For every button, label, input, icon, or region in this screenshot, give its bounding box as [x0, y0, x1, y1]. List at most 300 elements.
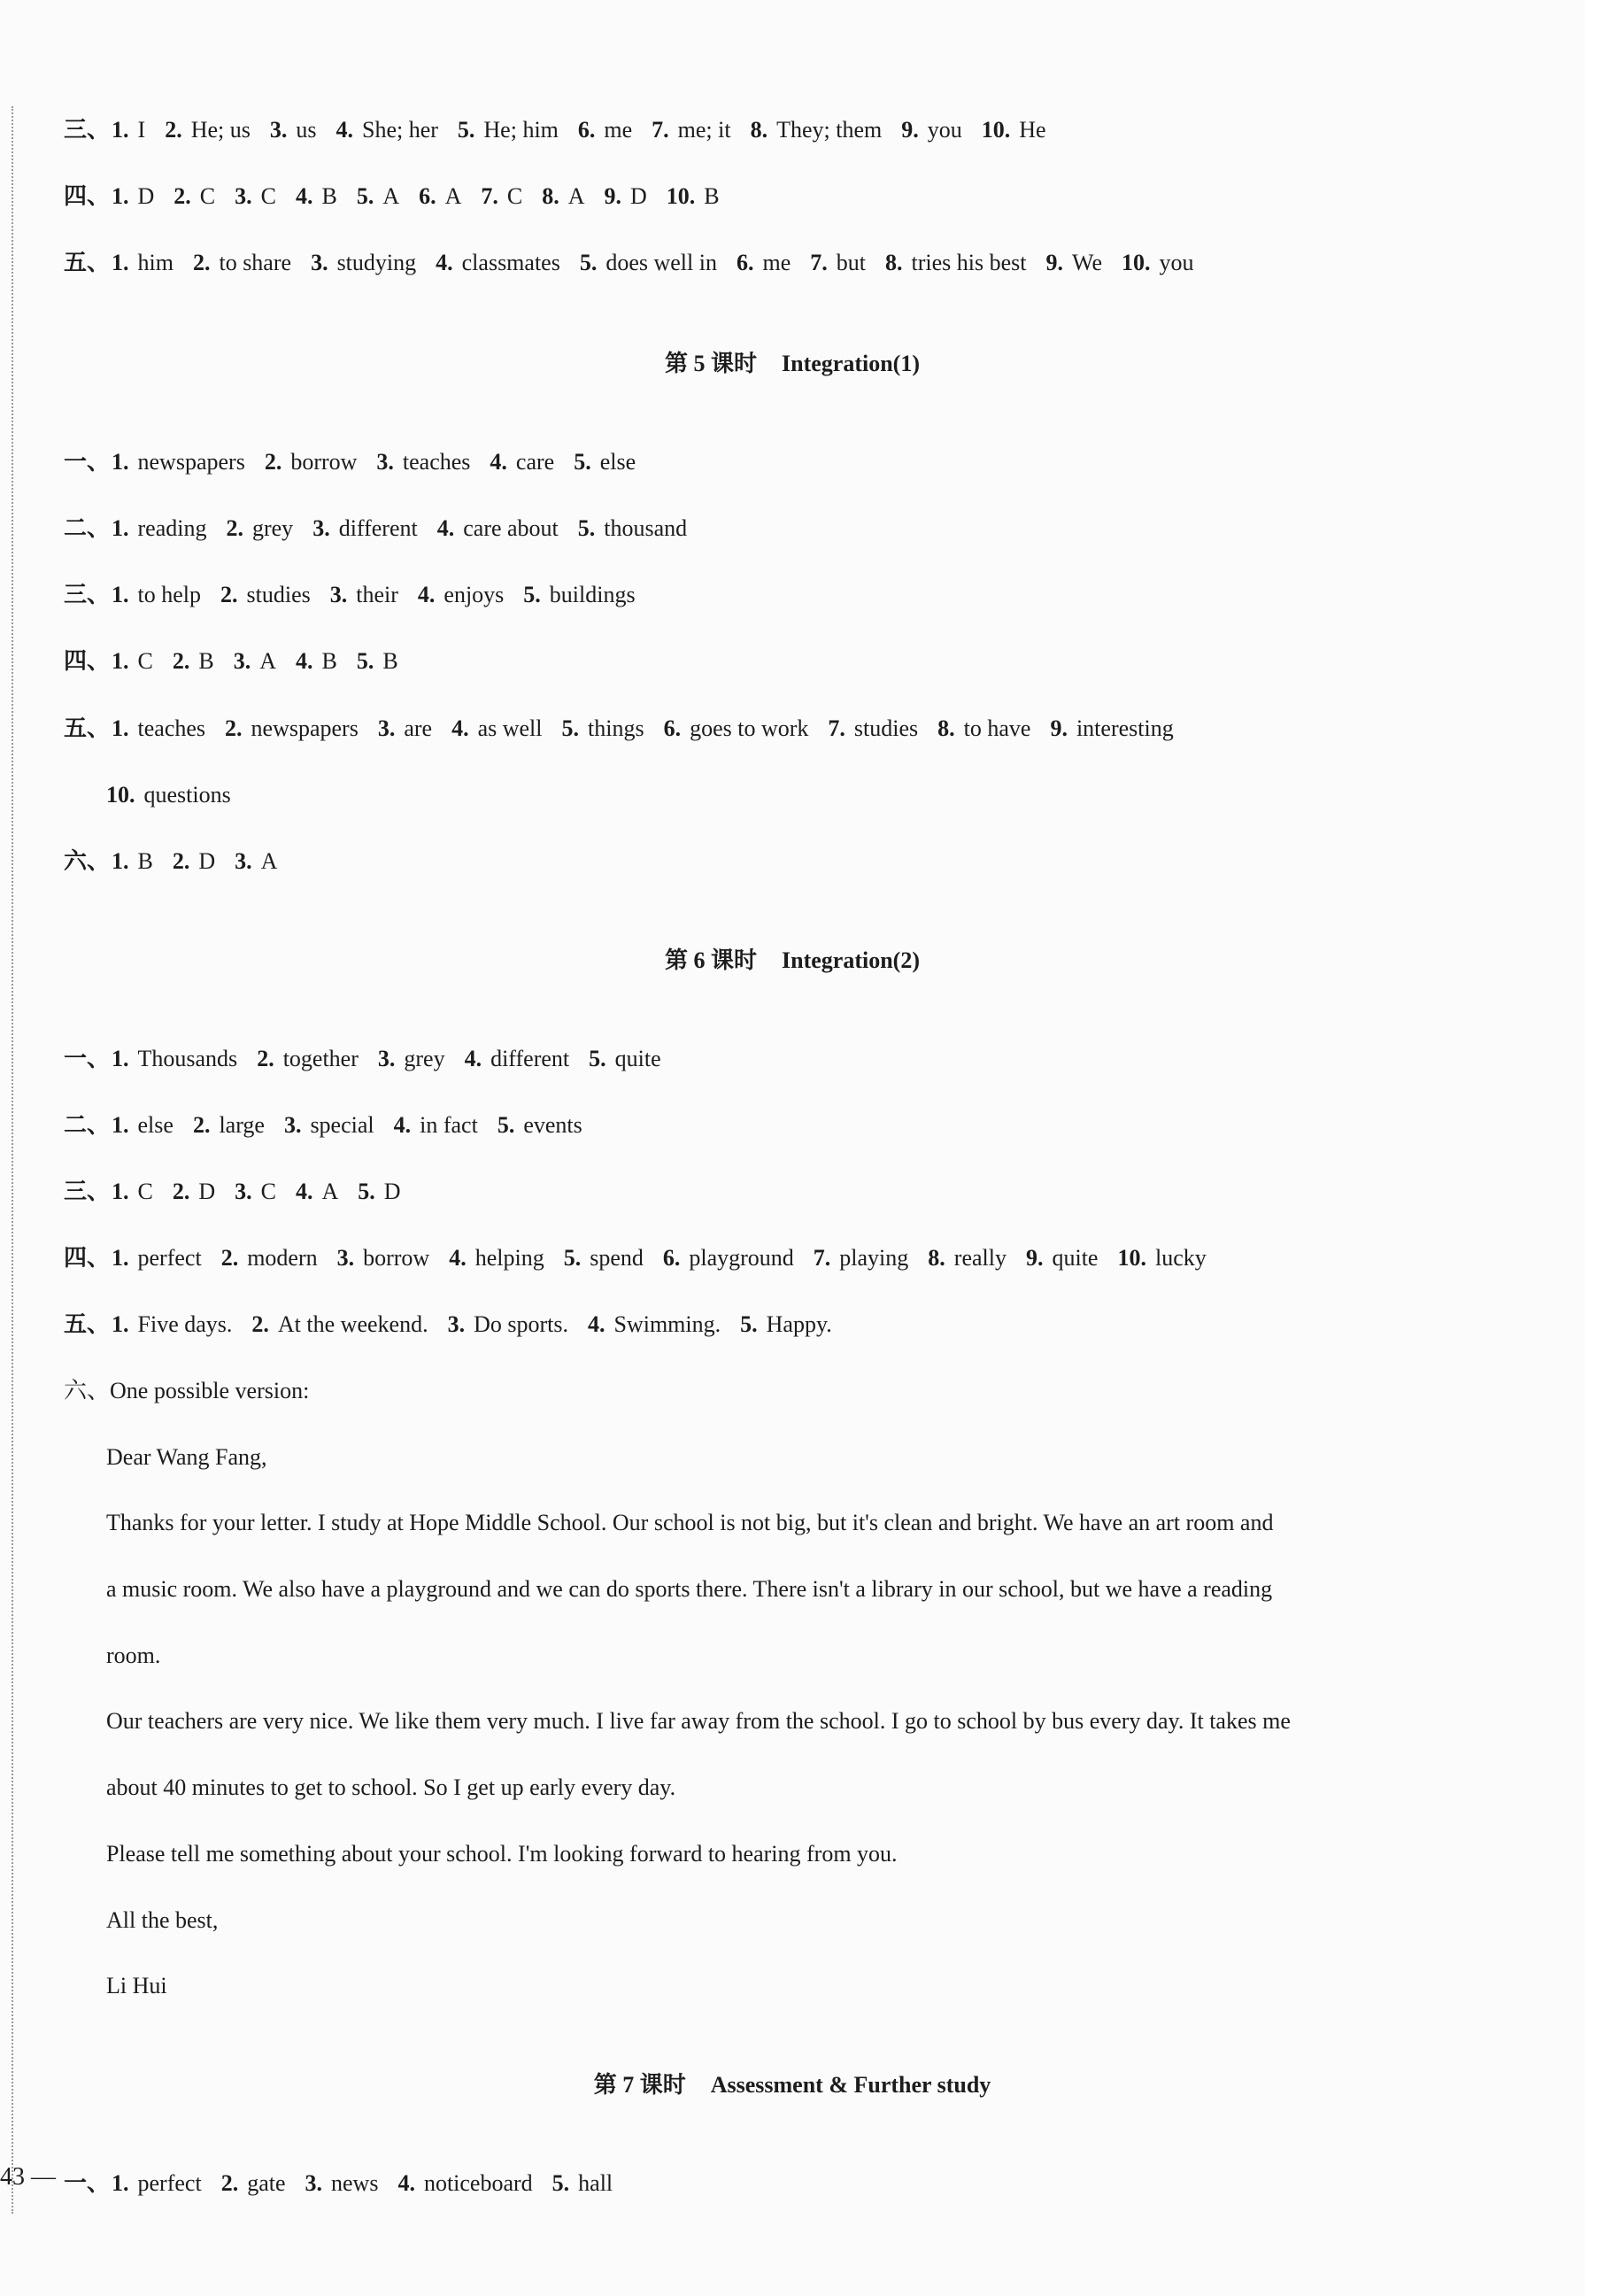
section-prefix: 一、 [64, 1046, 111, 1071]
answer-item [173, 1177, 215, 1207]
answer-text: care about [463, 515, 559, 541]
answer-number: 3. [377, 715, 396, 741]
answer-item [1117, 1243, 1206, 1273]
answer-text: special [310, 1112, 374, 1138]
answer-item [235, 182, 276, 212]
answer-item [737, 248, 791, 278]
answer-text: as well [477, 715, 543, 741]
essay-intro: 六、One possible version: [64, 1378, 310, 1403]
answer-item [481, 182, 522, 212]
answer-item [652, 115, 730, 145]
answer-text: B [382, 648, 398, 674]
answer-text: different [338, 515, 418, 541]
answer-row-si [64, 182, 720, 212]
answer-item [235, 847, 277, 877]
answer-item [394, 1110, 478, 1140]
answer-number: 8. [937, 715, 955, 741]
answer-number: 7. [652, 117, 669, 143]
answer-text: Do sports. [474, 1311, 568, 1337]
answer-item [885, 248, 1027, 278]
answer-text: classmates [461, 250, 560, 275]
answer-item [112, 514, 206, 544]
answer-text: to share [219, 250, 292, 275]
answer-number: 3. [305, 2170, 322, 2196]
answer-number: 1. [112, 183, 129, 209]
answer-text: goes to work [690, 715, 809, 741]
answer-number: 4. [295, 1179, 313, 1204]
answer-text: C [506, 183, 523, 209]
answer-text: D [198, 1179, 216, 1204]
answer-text: B [321, 648, 337, 674]
answer-item [112, 182, 154, 212]
answer-number: 8. [884, 250, 903, 275]
answer-text: else [137, 1112, 174, 1138]
answer-text: A [444, 183, 462, 209]
answer-item [193, 1110, 265, 1140]
answer-item [112, 2168, 202, 2199]
answer-number: 9. [1045, 250, 1063, 275]
answer-text: He; us [190, 117, 251, 143]
section-prefix: 四、 [64, 1245, 111, 1271]
answer-item [112, 1044, 237, 1074]
answer-text: D [630, 183, 647, 209]
answer-number: 2. [192, 250, 211, 275]
lesson5-row-5-cont [106, 780, 231, 810]
answer-number: 1. [112, 1046, 129, 1071]
answer-number: 1. [112, 715, 129, 741]
answer-item [311, 248, 416, 278]
lesson7-label: 第 7 课时 [593, 2072, 686, 2098]
answer-text: to help [137, 582, 202, 607]
answer-item [112, 1310, 232, 1340]
answer-text: perfect [137, 1245, 202, 1271]
answer-text: things [588, 715, 644, 741]
answer-item [564, 1243, 644, 1273]
answer-item [810, 248, 866, 278]
answer-text: their [356, 582, 398, 607]
answer-text: me [762, 250, 791, 275]
answer-text: but [836, 250, 866, 275]
answer-text: care [515, 449, 555, 475]
answer-item [312, 514, 418, 544]
answer-text: Happy. [766, 1311, 832, 1337]
answer-item [174, 182, 215, 212]
answer-text: does well in [605, 250, 717, 275]
answer-number: 2. [225, 715, 243, 741]
answer-item [112, 714, 205, 744]
answer-number: 2. [192, 1112, 211, 1138]
answer-number: 9. [604, 183, 622, 209]
answer-number: 4. [336, 117, 353, 143]
answer-text: events [523, 1112, 582, 1138]
answer-item [397, 2168, 532, 2199]
answer-number: 5. [523, 582, 541, 607]
answer-item [284, 1110, 374, 1140]
answer-item [458, 115, 559, 145]
answer-text: newspapers [137, 449, 245, 475]
answer-text: news [331, 2170, 379, 2196]
section-prefix: 二、 [64, 1112, 111, 1138]
answer-number: 1. [112, 1179, 129, 1204]
answer-text: you [927, 117, 962, 143]
answer-number: 1. [112, 582, 129, 607]
answer-item [605, 182, 647, 212]
answer-text: helping [474, 1245, 544, 1271]
section-prefix: 三、 [64, 117, 111, 143]
answer-item [437, 514, 559, 544]
answer-item [490, 447, 554, 477]
answer-text: me; it [677, 117, 731, 143]
answer-number: 7. [828, 715, 845, 741]
answer-text: Five days. [137, 1311, 233, 1337]
answer-item [225, 714, 359, 744]
answer-text: borrow [290, 449, 358, 475]
answer-item [436, 248, 560, 278]
answer-item [336, 115, 437, 145]
answer-number: 2. [165, 117, 182, 143]
answer-number: 6. [736, 250, 754, 275]
answer-text: He; him [483, 117, 559, 143]
answer-number: 3. [377, 1046, 396, 1071]
answer-text: reading [137, 515, 207, 541]
section-prefix: 四、 [64, 183, 111, 209]
answer-text: quite [614, 1046, 661, 1071]
essay-line: room. [106, 1643, 161, 1668]
answer-text: in fact [420, 1112, 478, 1138]
answer-text: questions [143, 782, 231, 808]
answer-number: 5. [356, 183, 374, 209]
answer-text: He [1019, 117, 1046, 143]
answer-row-wu [64, 248, 1193, 278]
answer-text: else [599, 449, 636, 475]
answer-number: 3. [235, 848, 252, 874]
answer-text: teaches [402, 449, 471, 475]
answer-item [378, 714, 432, 744]
answer-number: 2. [172, 848, 190, 874]
answer-row-san [64, 115, 1046, 145]
answer-number: 5. [457, 117, 475, 143]
lesson5-label: 第 5 课时 [665, 351, 758, 376]
answer-item [112, 580, 201, 610]
answer-number: 5. [579, 250, 598, 275]
answer-text: I [137, 117, 146, 143]
answer-number: 8. [928, 1245, 945, 1271]
answer-item [542, 182, 584, 212]
answer-text: A [567, 183, 585, 209]
answer-item [828, 714, 918, 744]
answer-text: gate [247, 2170, 286, 2196]
lesson7-heading [0, 2070, 1585, 2100]
answer-number: 1. [112, 449, 129, 475]
answer-text: different [490, 1046, 570, 1071]
answer-text: borrow [363, 1245, 430, 1271]
answer-item [901, 115, 962, 145]
answer-text: C [260, 183, 276, 209]
answer-text: A [321, 1179, 339, 1204]
answer-text: buildings [549, 582, 636, 607]
answer-item [165, 115, 251, 145]
answer-text: Thousands [137, 1046, 238, 1071]
answer-number: 2. [257, 1046, 274, 1071]
answer-item [296, 646, 337, 676]
answer-item [173, 847, 215, 877]
answer-text: D [383, 1179, 401, 1204]
answer-number: 2. [220, 582, 238, 607]
answer-number: 4. [490, 449, 507, 475]
answer-number: 3. [447, 1311, 466, 1337]
lesson6-row-4 [64, 1243, 1207, 1273]
answer-number: 4. [449, 1245, 467, 1271]
answer-number: 2. [251, 1311, 269, 1337]
answer-text: interesting [1076, 715, 1174, 741]
answer-number: 3. [235, 183, 252, 209]
answer-text: spend [590, 1245, 644, 1271]
answer-text: studies [853, 715, 919, 741]
lesson5-row-4 [64, 646, 398, 676]
answer-number: 1. [112, 1245, 129, 1271]
answer-item [270, 115, 317, 145]
answer-number: 4. [417, 582, 436, 607]
answer-number: 4. [295, 648, 313, 674]
answer-number: 5. [561, 715, 579, 741]
answer-text: We [1071, 250, 1102, 275]
section-prefix: 一、 [64, 2170, 111, 2196]
answer-item [251, 1310, 428, 1340]
answer-number: 5. [358, 1179, 375, 1204]
answer-number: 5. [574, 449, 591, 475]
answer-item [1026, 1243, 1099, 1273]
answer-text: She; her [361, 117, 438, 143]
answer-number: 9. [901, 117, 919, 143]
answer-item [112, 248, 174, 278]
answer-text: studies [246, 582, 311, 607]
answer-text: B [321, 183, 337, 209]
answer-number: 1. [112, 117, 129, 143]
answer-number: 5. [740, 1311, 758, 1337]
essay-line: Our teachers are very nice. We like them very much. I live far away from the school. I go to school by bus every day. It takes me [106, 1708, 1291, 1734]
answer-number: 3. [329, 582, 348, 607]
answer-text: C [260, 1179, 276, 1204]
answer-item [305, 2168, 379, 2199]
answer-item [449, 1243, 544, 1273]
answer-number: 7. [810, 250, 828, 275]
answer-item [173, 646, 214, 676]
answer-text: teaches [137, 715, 206, 741]
lesson6-title: Integration(2) [782, 947, 920, 973]
answer-number: 4. [295, 183, 313, 209]
answer-text: really [953, 1245, 1007, 1271]
essay-line: Dear Wang Fang, [106, 1444, 267, 1470]
answer-item [193, 248, 291, 278]
lesson5-title: Integration(1) [782, 351, 920, 376]
answer-item [451, 714, 542, 744]
answer-item [580, 248, 717, 278]
answer-item [234, 646, 276, 676]
answer-text: B [137, 848, 153, 874]
answer-text: grey [404, 1046, 445, 1071]
answer-text: studying [336, 250, 417, 275]
answer-item [257, 1044, 359, 1074]
answer-number: 5. [563, 1245, 582, 1271]
answer-number: 3. [312, 515, 330, 541]
essay-line: Li Hui [106, 1973, 167, 1998]
answer-text: you [1159, 250, 1194, 275]
answer-number: 6. [419, 183, 436, 209]
answer-number: 1. [112, 1311, 129, 1337]
answer-number: 2. [220, 1245, 239, 1271]
answer-item [588, 1310, 721, 1340]
answer-item [589, 1044, 661, 1074]
answer-item [465, 1044, 570, 1074]
answer-text: quite [1052, 1245, 1099, 1271]
lesson6-row-1 [64, 1044, 661, 1074]
answer-item [265, 447, 358, 477]
answer-item [418, 580, 504, 610]
answer-number: 8. [750, 117, 768, 143]
answer-item [574, 447, 636, 477]
answer-number: 10. [1121, 250, 1151, 275]
answer-item [497, 1110, 582, 1140]
answer-text: A [382, 183, 400, 209]
answer-item [1045, 248, 1102, 278]
answer-item [296, 1177, 338, 1207]
answer-item [226, 514, 293, 544]
lesson6-row-5 [64, 1310, 832, 1340]
answer-text: to have [963, 715, 1031, 741]
answer-item [106, 780, 231, 810]
answer-number: 1. [112, 848, 129, 874]
answer-item [982, 115, 1046, 145]
answer-item [562, 714, 644, 744]
answer-item [667, 182, 720, 212]
answer-text: D [137, 183, 155, 209]
answer-item [221, 1243, 318, 1273]
answer-text: They; them [776, 117, 883, 143]
essay-line: about 40 minutes to get to school. So I get up early every day. [106, 1774, 676, 1800]
answer-text: me [604, 117, 633, 143]
answer-number: 6. [663, 715, 682, 741]
lesson6-label: 第 6 课时 [665, 947, 758, 973]
lesson5-row-3 [64, 580, 636, 610]
answer-number: 9. [1025, 1245, 1044, 1271]
section-prefix: 三、 [64, 582, 111, 607]
answer-number: 6. [662, 1245, 681, 1271]
answer-item [112, 847, 153, 877]
answer-number: 3. [235, 1179, 252, 1204]
answer-number: 5. [497, 1112, 515, 1138]
answer-text: hall [578, 2170, 613, 2196]
answer-number: 2. [226, 515, 243, 541]
answer-item [112, 646, 153, 676]
answer-item [578, 514, 687, 544]
answer-number: 1. [112, 515, 129, 541]
page-number: 43 — [0, 2163, 56, 2191]
answer-number: 1. [112, 250, 129, 275]
answer-text: A [259, 648, 276, 674]
answer-item [1122, 248, 1194, 278]
lesson7-row-1 [64, 2168, 613, 2199]
answer-number: 7. [813, 1245, 831, 1271]
answer-text: together [282, 1046, 359, 1071]
answer-number: 5. [551, 2170, 570, 2196]
answer-text: noticeboard [423, 2170, 533, 2196]
answer-number: 5. [589, 1046, 606, 1071]
answer-text: are [404, 715, 433, 741]
answer-number: 4. [436, 515, 455, 541]
answer-number: 10. [981, 117, 1011, 143]
answer-number: 4. [397, 2170, 415, 2196]
answer-number: 1. [112, 648, 129, 674]
answer-item [357, 646, 398, 676]
answer-number: 10. [106, 782, 135, 808]
answer-text: Swimming. [613, 1311, 721, 1337]
answer-text: lucky [1154, 1245, 1207, 1271]
answer-text: thousand [604, 515, 688, 541]
answer-number: 4. [451, 715, 469, 741]
answer-item [740, 1310, 832, 1340]
answer-text: large [219, 1112, 265, 1138]
answer-item [357, 182, 399, 212]
lesson6-row-2 [64, 1110, 582, 1140]
answer-number: 3. [269, 117, 288, 143]
answer-item [337, 1243, 430, 1273]
essay-line: a music room. We also have a playground and we can do sports there. There isn't a library in our school, but we have a reading [106, 1576, 1273, 1602]
answer-number: 2. [172, 648, 190, 674]
lesson5-row-5 [64, 714, 1174, 744]
answer-item [235, 1177, 276, 1207]
answer-number: 8. [542, 183, 559, 209]
answer-number: 4. [436, 250, 453, 275]
answer-item [221, 2168, 286, 2199]
section-prefix: 五、 [64, 250, 111, 275]
answer-text: enjoys [443, 582, 505, 607]
answer-number: 3. [376, 449, 394, 475]
answer-number: 3. [233, 648, 251, 674]
section-prefix: 四、 [64, 648, 111, 674]
answer-item [330, 580, 398, 610]
answer-text: playground [689, 1245, 794, 1271]
answer-number: 5. [356, 648, 374, 674]
answer-number: 2. [264, 449, 282, 475]
lesson6-row-3 [64, 1177, 401, 1207]
answer-item [358, 1177, 400, 1207]
answer-number: 3. [311, 250, 328, 275]
answer-number: 5. [577, 515, 596, 541]
answer-number: 3. [283, 1112, 302, 1138]
section-prefix: 六、 [64, 848, 111, 874]
answer-number: 4. [393, 1112, 412, 1138]
answer-number: 9. [1050, 715, 1068, 741]
answer-item [1050, 714, 1173, 744]
answer-item [663, 1243, 794, 1273]
section-prefix: 三、 [64, 1179, 111, 1204]
answer-item [578, 115, 632, 145]
lesson5-row-1 [64, 447, 636, 477]
answer-number: 2. [172, 1179, 190, 1204]
answer-text: modern [247, 1245, 318, 1271]
answer-number: 2. [220, 2170, 239, 2196]
answer-item [928, 1243, 1007, 1273]
lesson7-title: Assessment & Further study [710, 2072, 991, 2098]
section-prefix: 五、 [64, 715, 111, 741]
answer-text: tries his best [911, 250, 1027, 275]
answer-item [296, 182, 337, 212]
answer-text: newspapers [251, 715, 359, 741]
answer-text: grey [251, 515, 294, 541]
answer-item [552, 2168, 613, 2199]
essay-line: Thanks for your letter. I study at Hope Middle School. Our school is not big, but it's clean and bright. We have an art room and [106, 1510, 1274, 1535]
answer-text: C [137, 648, 153, 674]
